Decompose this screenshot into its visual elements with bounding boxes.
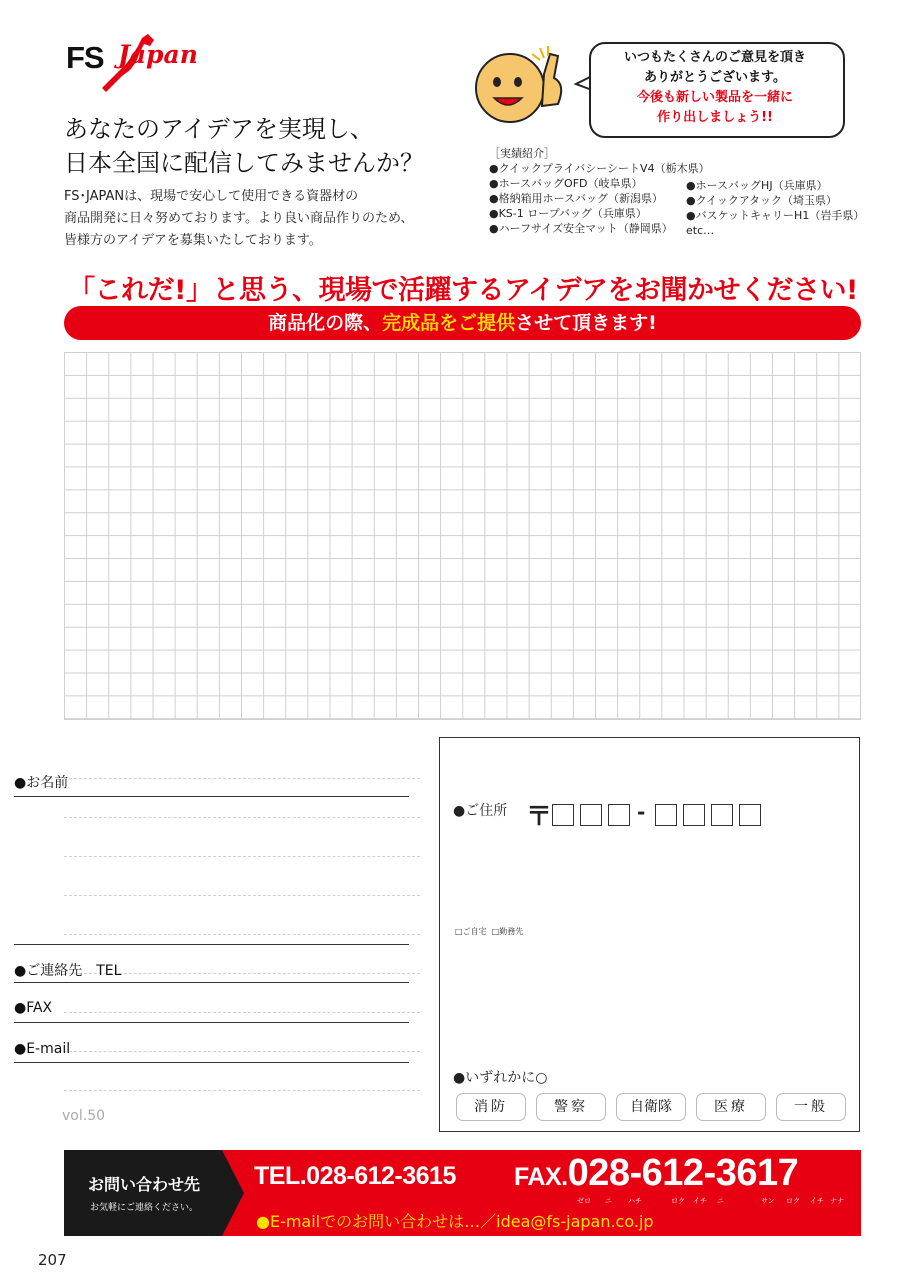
ruby: イチ — [693, 1197, 707, 1205]
zip-dash: - — [637, 800, 646, 824]
zip-box[interactable] — [552, 804, 574, 826]
tel-number[interactable]: TEL.028-612-3615 — [254, 1162, 456, 1190]
achievements-list: ［実績紹介］ ●クイックプライバシーシートV4（栃木県） ●ホースバッグOFD（岐阜県） ●格納箱用ホースバッグ（新潟県） ●KS-1 ロープバッグ（兵庫県） ●ハーフサイズ安全マット（静岡県） — [489, 147, 710, 235]
fax-number[interactable]: FAX.028-612-3617 — [514, 1152, 799, 1194]
tel-field[interactable]: ●ご連絡先 TEL — [14, 960, 409, 983]
postal-mark: 〒 — [526, 802, 553, 832]
footer-title: お問い合わせ先 — [87, 1175, 200, 1194]
zip-box[interactable] — [683, 804, 705, 826]
email-field[interactable]: ●E-mail — [14, 1041, 409, 1063]
fax-field[interactable]: ●FAX — [14, 1000, 409, 1023]
ruby: ニ — [717, 1197, 724, 1205]
category-general[interactable]: 一般 — [776, 1093, 846, 1121]
logo-japan: Japan — [118, 40, 198, 69]
ruby: サン — [761, 1197, 775, 1205]
category-medical[interactable]: 医療 — [696, 1093, 766, 1121]
offer-banner: 商品化の際、完成品をご提供させて頂きます! — [64, 306, 861, 340]
ruby: ナナ — [830, 1197, 844, 1205]
name-field[interactable]: ●お名前 — [14, 772, 409, 797]
category-sdf[interactable]: 自衛隊 — [616, 1093, 686, 1121]
ruby: ロク — [786, 1197, 800, 1205]
achievements-list-2: ●ホースバッグHJ（兵庫県） ●クイックアタック（埼玉県） ●バスケットキャリーH1（岩手県） etc… — [686, 179, 865, 237]
logo-fs: FS — [66, 40, 104, 75]
speech-bubble-text: いつもたくさんのご意見を頂き ありがとうございます。 今後も新しい製品を一緒に 作り出しましょう!! — [623, 50, 806, 125]
footer-subtitle: お気軽にご連絡ください。 — [89, 1203, 198, 1213]
intro-text: FS･JAPANは、現場で安心して使用できる資器材の 商品開発に日々努めております。より良い商品作りのため、 皆様方のアイデアを募集いたしております。 — [64, 189, 414, 248]
idea-sketch-grid[interactable] — [64, 352, 861, 720]
ruby: ハチ — [628, 1197, 642, 1205]
choose-label: ●いずれかに○ — [453, 1070, 548, 1086]
call-to-action: 「これだ!」と思う、現場で活躍するアイデアをお聞かせください! — [68, 275, 858, 306]
zip-box[interactable] — [580, 804, 602, 826]
zip-box[interactable] — [655, 804, 677, 826]
category-police[interactable]: 警察 — [536, 1093, 606, 1121]
ruby: ゼロ — [577, 1197, 591, 1205]
email-contact-link[interactable]: ●E-mailでのお問い合わせは…／idea@fs-japan.co.jp — [256, 1212, 654, 1231]
address-label: ●ご住所 — [453, 803, 508, 819]
zip-box[interactable] — [608, 804, 630, 826]
page-number: 207 — [38, 1251, 67, 1269]
category-fire[interactable]: 消防 — [456, 1093, 526, 1121]
ruby: ニ — [605, 1197, 612, 1205]
ruby: ロク — [671, 1197, 685, 1205]
mascot-icon — [470, 44, 580, 126]
zip-box[interactable] — [711, 804, 733, 826]
headline — [64, 112, 424, 180]
achievements-title: ［実績紹介］ — [489, 147, 555, 160]
headline-line: あなたのアイデアを実現し、 — [64, 115, 374, 143]
volume-label: vol.50 — [62, 1108, 106, 1124]
ruby: イチ — [810, 1197, 824, 1205]
headline-line: 日本全国に配信してみませんか？ — [64, 149, 424, 177]
zip-box[interactable] — [739, 804, 761, 826]
address-field[interactable] — [14, 800, 409, 945]
residence-type[interactable]: □ご自宅 □勤務先 — [455, 927, 524, 936]
